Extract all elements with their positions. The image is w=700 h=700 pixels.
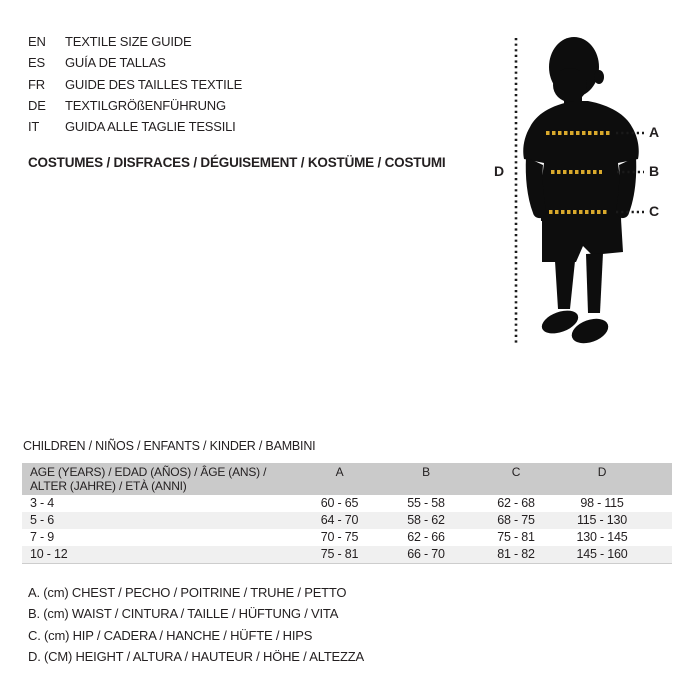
waist-cell: 62 - 66 [407,530,445,544]
height-measure-label: D [494,163,504,179]
children-size-table [22,463,672,564]
waist-measure-label: B [649,163,659,179]
column-header-a: A [297,463,382,495]
age-header-line2: ALTER (JAHRE) / ETÀ (ANNI) [30,479,187,493]
age-cell: 10 - 12 [30,547,68,561]
legend-item-waist: B. (cm) WAIST / CINTURA / TAILLE / HÜFTUNG / VITA [28,606,339,622]
language-row-fr [28,74,242,95]
language-list [28,31,242,137]
language-code: FR [28,76,45,92]
hip-cell: 81 - 82 [497,547,535,561]
age-cell: 5 - 6 [30,513,55,527]
language-row-es [28,52,242,73]
chest-cell: 60 - 65 [320,496,359,510]
height-cell: 98 - 115 [580,496,624,510]
language-row-en [28,31,242,52]
language-code: DE [28,97,46,113]
language-code: IT [28,119,40,135]
waist-cell: 66 - 70 [407,547,445,561]
waist-cell: 55 - 58 [407,496,445,510]
height-cell: 145 - 160 [576,547,628,561]
age-cell: 7 - 9 [30,530,55,544]
chest-cell: 64 - 70 [320,513,359,527]
height-cell: 130 - 145 [576,530,628,544]
column-header-d: D [562,463,672,495]
measurement-legend [28,582,364,668]
language-label: GUIDE DES TAILLES TEXTILE [65,76,243,92]
table-row-age-3-4 [22,495,672,512]
hip-cell: 62 - 68 [497,496,535,510]
legend-item-chest: A. (cm) CHEST / PECHO / POITRINE / TRUHE / PETTO [28,585,347,600]
category-title: COSTUMES / DISFRACES / DÉGUISEMENT / KOSTÜME / COSTUMI [28,155,446,170]
table-row-age-7-9 [22,529,672,546]
hip-cell: 68 - 75 [497,513,535,527]
waist-cell: 58 - 62 [407,513,445,527]
language-code: EN [28,34,46,49]
language-label: TEXTILGRÖßENFÜHRUNG [65,97,226,113]
child-silhouette-icon [480,25,700,355]
language-label: TEXTILE SIZE GUIDE [65,34,192,49]
table-header-row [22,463,672,495]
chest-measure-label: A [649,124,659,140]
height-cell: 115 - 130 [576,513,628,527]
language-label: GUÍA DE TALLAS [65,55,166,71]
age-column-header [22,463,297,495]
column-header-c: C [470,463,562,495]
age-header-line1: AGE (YEARS) / EDAD (AÑOS) / ÂGE (ANS) / [30,465,267,479]
table-row-age-5-6 [22,512,672,529]
hip-cell: 75 - 81 [497,530,535,544]
measurement-figure [480,25,700,355]
column-header-b: B [382,463,470,495]
table-row-age-10-12 [22,546,672,564]
chest-cell: 70 - 75 [320,530,359,544]
language-label: GUIDA ALLE TAGLIE TESSILI [65,119,236,135]
language-row-de [28,95,242,116]
hip-measure-label: C [649,203,659,219]
children-section-title: CHILDREN / NIÑOS / ENFANTS / KINDER / BAMBINI [23,439,316,453]
age-cell: 3 - 4 [30,496,55,510]
language-code: ES [28,55,45,71]
legend-item-height: D. (CM) HEIGHT / ALTURA / HAUTEUR / HÖHE / ALTEZZA [28,649,364,665]
chest-cell: 75 - 81 [320,547,359,561]
legend-item-hip: C. (cm) HIP / CADERA / HANCHE / HÜFTE / HIPS [28,627,313,643]
language-row-it [28,116,242,137]
